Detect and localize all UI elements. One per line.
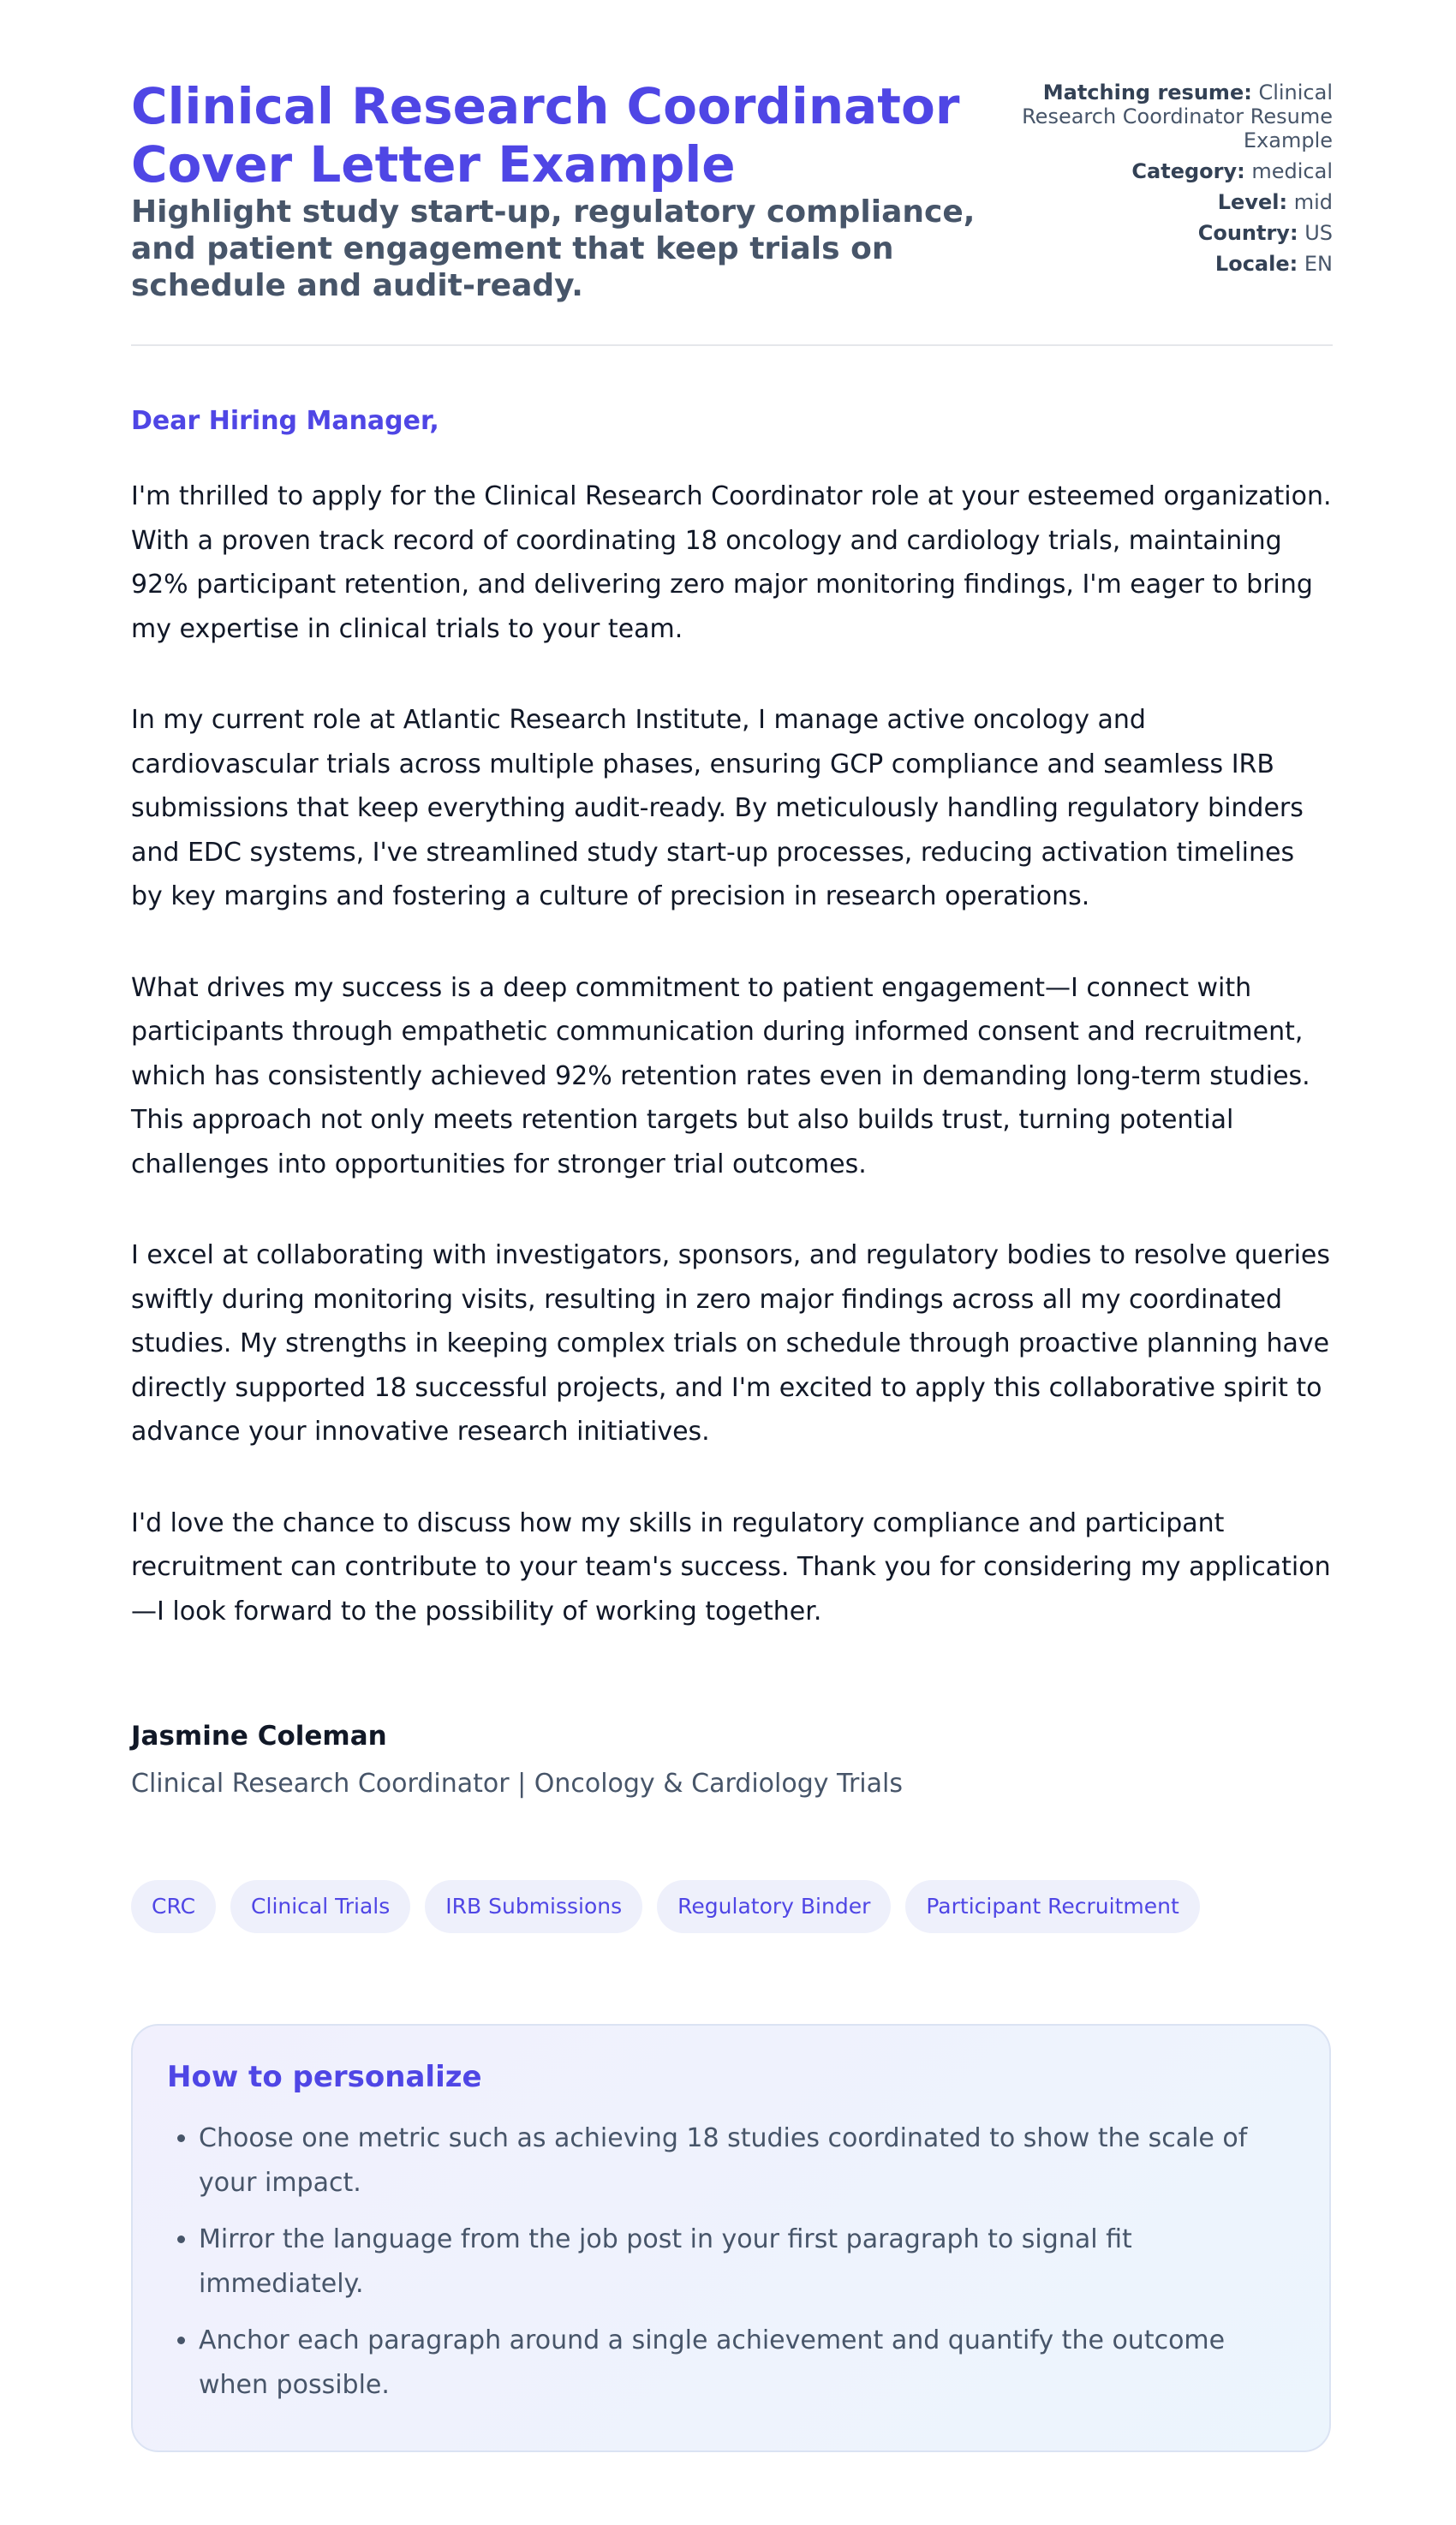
keyword-tags <box>131 1880 1200 1933</box>
tag-participant-recruitment: Participant Recruitment <box>905 1880 1199 1933</box>
header-divider <box>131 344 1333 346</box>
letter-paragraph: I excel at collaborating with investigators, sponsors, and regulatory bodies to resolve queries swiftly during monitoring visits, resulting in zero major findings across all my coordinated studies. My strengths in keeping complex trials on schedule through proactive planning have directly supported 18 successful projects, and I'm excited to apply this collaborative spirit to advance your innovative research initiatives. <box>131 1240 1331 1447</box>
letter-paragraph: In my current role at Atlantic Research Institute, I manage active oncology and cardiovascular trials across multiple phases, ensuring GCP compliance and seamless IRB submissions that keep everything audit-ready. By meticulously handling regulatory binders and EDC systems, I've streamlined study start-up processes, reducing activation timelines by key margins and fostering a culture of precision in research operations. <box>131 705 1304 911</box>
salutation: Dear Hiring Manager, <box>131 406 439 436</box>
meta-matching-resume-label: Matching resume: <box>1042 81 1252 104</box>
letter-paragraph: I'm thrilled to apply for the Clinical Research Coordinator role at your esteemed organization. With a proven track record of coordinating 18 oncology and cardiology trials, maintaining 92% participant retention, and delivering zero major monitoring findings, I'm eager to bring my expertise in clinical trials to your team. <box>131 481 1332 644</box>
tip-item: • Anchor each paragraph around a single achievement and quantify the outcome when possible. <box>199 2319 1295 2408</box>
meta-matching-resume <box>973 81 1333 152</box>
meta-locale-value: EN <box>1304 252 1333 276</box>
letter-paragraph: What drives my success is a deep commitment to patient engagement—I connect with participants through empathetic communication during informed consent and recruitment, which has consistently achieved 92% retention rates even in demanding long-term studies. This approach not only meets retention targets but also builds trust, turning potential challenges into opportunities for stronger trial outcomes. <box>131 972 1310 1179</box>
tag-irb-submissions: IRB Submissions <box>425 1880 642 1933</box>
tip-item: • Choose one metric such as achieving 18 studies coordinated to show the scale of your impact. <box>199 2116 1295 2206</box>
letter-paragraph: I'd love the chance to discuss how my skills in regulatory compliance and participant recruitment can contribute to your team's success. Thank you for considering my application—I look forward to the possibility of working together. <box>131 1507 1331 1627</box>
personalize-tips-box <box>131 2024 1331 2452</box>
signature-role: Clinical Research Coordinator | Oncology & Cardiology Trials <box>131 1769 903 1799</box>
meta-level-value: mid <box>1293 190 1333 214</box>
tag-regulatory-binder: Regulatory Binder <box>657 1880 891 1933</box>
meta-matching-resume-value: Clinical Research Coordinator Resume Example <box>1022 81 1333 152</box>
letter-body <box>131 475 1333 1680</box>
meta-country-value: US <box>1304 221 1333 245</box>
signature-block <box>131 1719 903 1801</box>
meta-category <box>973 159 1333 183</box>
meta-locale <box>973 252 1333 276</box>
signature-name: Jasmine Coleman <box>131 1721 387 1752</box>
meta-locale-label: Locale: <box>1214 252 1298 276</box>
tip-item: • Mirror the language from the job post in your first paragraph to signal fit immediately. <box>199 2218 1295 2307</box>
page-subtitle: Highlight study start-up, regulatory compliance, and patient engagement that keep trials on schedule and audit-ready. <box>131 194 976 303</box>
tips-title: How to personalize <box>167 2060 482 2094</box>
meta-level <box>973 190 1333 214</box>
meta-country-label: Country: <box>1197 221 1298 245</box>
page-title: Clinical Research Coordinator Cover Letter Example <box>131 77 960 194</box>
tag-clinical-trials: Clinical Trials <box>230 1880 410 1933</box>
meta-category-value: medical <box>1251 159 1333 183</box>
tips-list <box>167 2116 1295 2408</box>
meta-country <box>973 221 1333 245</box>
meta-category-label: Category: <box>1131 159 1245 183</box>
tag-crc: CRC <box>131 1880 216 1933</box>
meta-level-label: Level: <box>1217 190 1288 214</box>
meta-panel <box>973 81 1333 283</box>
